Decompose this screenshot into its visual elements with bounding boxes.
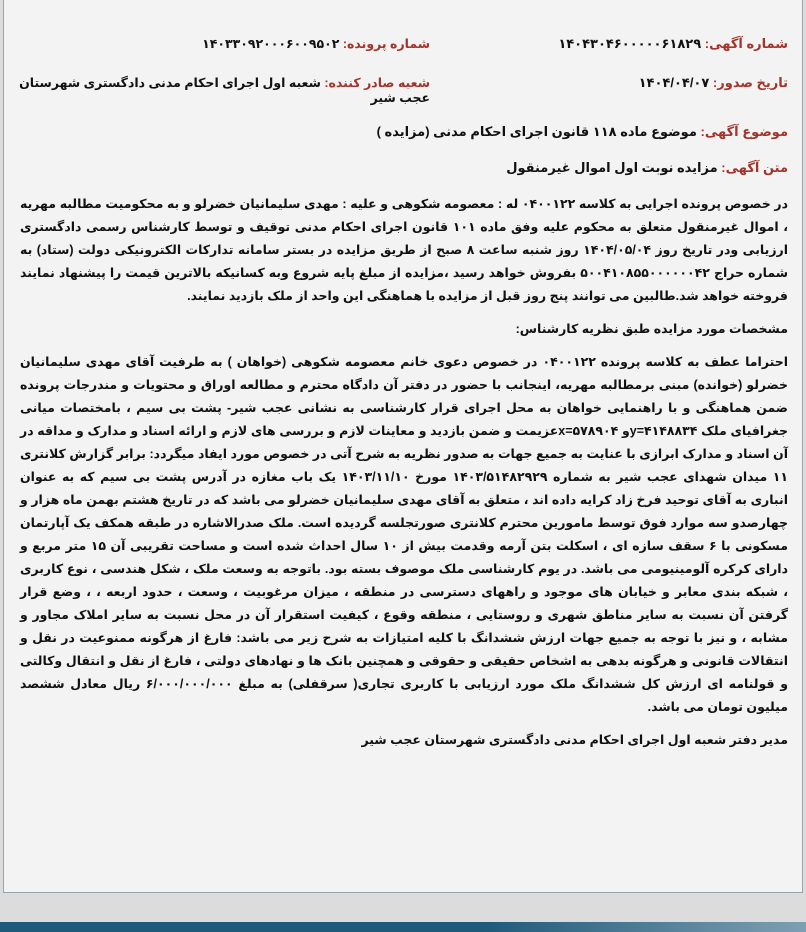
subject-label: موضوع آگهی: (700, 124, 788, 139)
paragraph-expert-opinion: احتراما عطف به کلاسه پرونده ۰۴۰۰۱۲۲ در خصوص دعوی خانم معصومه شکوهی (خواهان ) به طرفیت آقای مهدی سلیمانیان خضرلو (خوانده) مبنی برمطالبه مهریه، اینجانب با حضور در دفتر آن دادگاه محترم و مطالعه اوراق و محتویات و مندرجات پرونده ضمن هماهنگی و با راهنمایی خواهان به محل اجرای قرار کارشناسی به نشانی عجب شیر- پشت بی سیم ، بامختصات میانی جغرافیای ملک y=۴۱۴۸۸۳۴و x=۵۷۸۹۰۴عزیمت و ضمن بازدید و معاینات لازم و بررسی های لازم و ارائه اسناد و مدارک و مداقه در آن اسناد و مدارک ابرازی با عنایت به جمیع جهات به صدور نظریه به شرح آتی در خصوص مورد ایفاد میگردد: برابر گزارش کلانتری ۱۱ میدان شهدای عجب شیر به شماره ۱۴۰۳/۵۱۴۸۲۹۲۹ مورخ ۱۴۰۳/۱۱/۱۰ یک باب مغازه در آدرس پشت بی سیم که به عنوان انباری به آقای توحید فرخ زاد کرایه داده اند ، متعلق به آقای مهدی سلیمانیان خضرلو می باشد که در تاریخ هشتم بهمن ماه هزار و چهارصدو سه موارد فوق توسط مامورین محترم کلانتری صورتجلسه گردیده است. ملک صدرالاشاره در طبقه همکف یک آپارتمان مسکونی با ۶ سقف سازه ای ، اسکلت بتن آرمه وقدمت بیش از ۱۰ سال احداث شده است و مساحت تقریبی آن ۱۵ متر مربع و دارای کرکره آلومینیومی می باشد. در یوم کارشناسی ملک موصوف بسته بود. باتوجه به وسعت ملک ، شکل هندسی ، نوع کاربری ، شبکه بندی معابر و خیابان های موجود و راههای دسترسی در منطقه ، میزان مرغوبیت ، وسعت ، حدود اربعه ، ، وضع قرار گرفتن آن نسبت به سایر مناطق شهری و روستایی ، منطقه وقوع ، کیفیت استقرار آن در محل نسبت به سایر املاک مجاور و مشابه ، و نیز با توجه به جمیع جهات ارزش ششدانگ با کلیه امتیازات به شرح زیر می باشد: فارغ از هرگونه ممنوعیت در نقل و انتقالات قانونی و هرگونه بدهی به اشخاص حقیقی و حقوقی و همچنین بانک ها و نهادهای دولتی ، فارغ از نقل و انتقال وکالتی و قولنامه ای ارزش کل ششدانگ ملک مورد ارزیابی با کاربری تجاری( سرقفلی) به مبلغ ۶/۰۰۰/۰۰۰/۰۰۰ ریال معادل ششصد میلیون تومان می باشد. (20, 355, 789, 714)
issue-date-label: تاریخ صدور: (712, 75, 788, 90)
subject-row (18, 124, 788, 140)
signature: مدیر دفتر شعبه اول اجرای احکام مدنی دادگستری شهرستان عجب شیر (361, 733, 788, 747)
notice-body (20, 193, 788, 752)
issuer: شعبه اول اجرای احکام مدنی دادگستری شهرستان عجب شیر (19, 76, 430, 105)
notice-panel (3, 0, 803, 893)
paragraph-auction: در خصوص پرونده اجرایی به کلاسه ۰۴۰۰۱۲۲ له : معصومه شکوهی و علیه : مهدی سلیمانیان خضرلو و به محکومیت مطالبه مهریه ، اموال غیرمنقول متعلق به محکوم علیه وفق ماده ۱۰۱ قانون اجرای احکام مدنی توقیف و توسط کارشناس رسمی دادگستری ارزیابی ودر تاریخ روز ۱۴۰۴/۰۵/۰۴ روز شنبه ساعت ۸ صبح از طریق مزایده در بستر سامانه تدارکات الکترونیکی دولت (ستاد) به شماره حراج ۵۰۰۴۱۰۸۵۵۰۰۰۰۰۰۴۲ بفروش خواهد رسید ،مزایده از مبلغ پایه شروع وبه کسانیکه بالاترین قیمت را پیشنهاد نمایند فروخته خواهد شد.طالبین می توانند پنج روز قبل از مزایده با هماهنگی این واحد از ملک بازدید نمایند. (20, 197, 788, 303)
case-number-label: شماره پرونده: (342, 37, 430, 51)
text-title: مزایده نوبت اول اموال غیرمنقول (506, 160, 718, 175)
text-title-row (18, 160, 788, 176)
subject: موضوع ماده ۱۱۸ قانون اجرای احکام مدنی (مزایده ) (376, 124, 697, 139)
issuer-row (18, 75, 430, 105)
taskbar (0, 922, 806, 932)
notice-number: ۱۴۰۴۳۰۴۶۰۰۰۰۰۶۱۸۲۹ (558, 36, 702, 51)
notice-number-row (434, 36, 788, 52)
text-label: متن آگهی: (721, 160, 788, 175)
notice-number-label: شماره آگهی: (704, 36, 788, 51)
case-number-row (18, 36, 430, 51)
issuer-label: شعبه صادر کننده: (324, 76, 430, 90)
issue-date-row (434, 75, 788, 91)
case-number: ۱۴۰۳۳۰۹۲۰۰۰۶۰۰۹۵۰۲ (202, 37, 340, 51)
specs-heading: مشخصات مورد مزایده طبق نظریه کارشناس: (515, 322, 788, 336)
issue-date: ۱۴۰۴/۰۴/۰۷ (638, 75, 710, 90)
